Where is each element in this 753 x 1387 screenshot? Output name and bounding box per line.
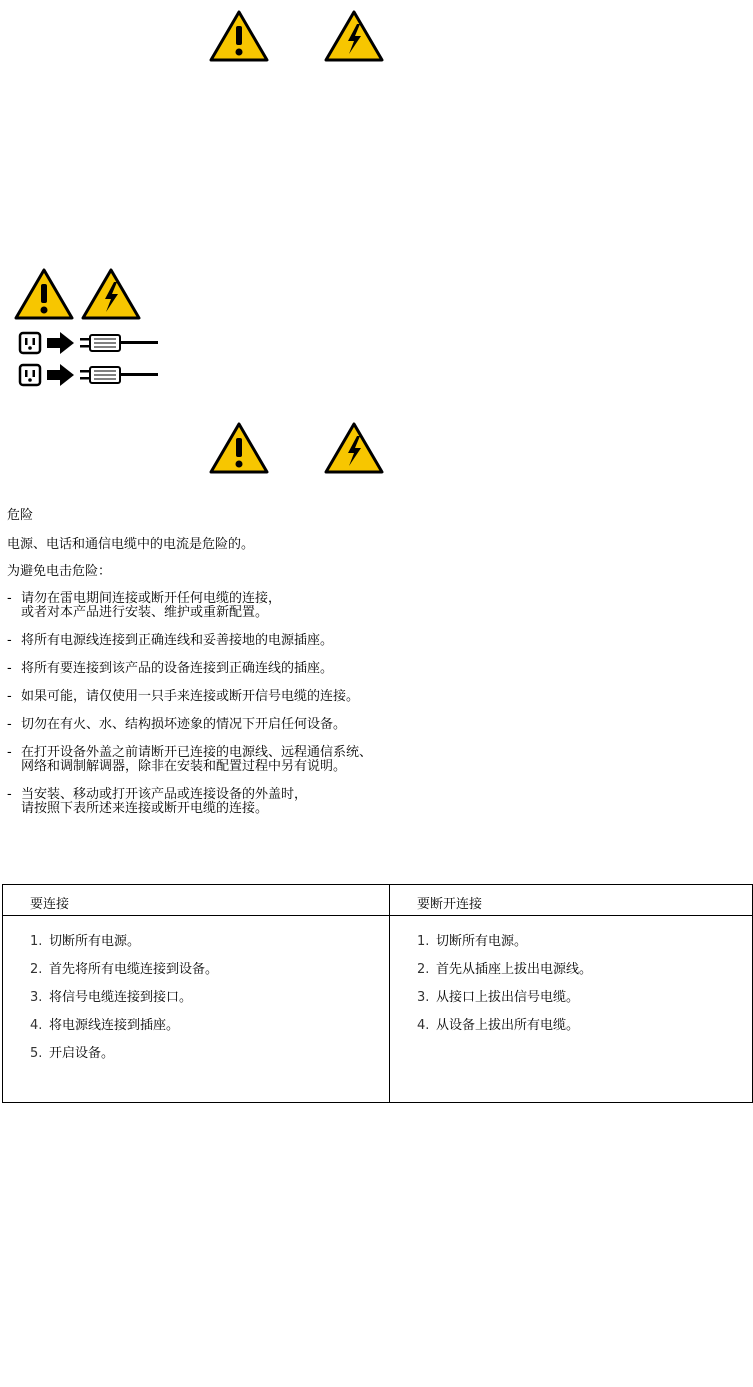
high-voltage-triangle-icon [324, 422, 384, 474]
connect-header: 要连接 [30, 897, 70, 912]
step-item: 1. 切断所有电源。 [30, 934, 141, 949]
unplug-diagram-icon [18, 363, 163, 389]
connect-steps-cell [3, 916, 390, 1103]
caution-triangle-icon [14, 268, 74, 320]
connect-steps-list [3, 916, 389, 1074]
step-item: 3. 将信号电缆连接到接口。 [30, 990, 193, 1005]
power-plug-icon [80, 367, 158, 383]
arrow-right-icon [47, 364, 74, 386]
outlet-icon [20, 333, 40, 353]
arrow-right-icon [47, 332, 74, 354]
step-item: 2. 首先将所有电缆连接到设备。 [30, 962, 219, 977]
caution-triangle-icon [209, 10, 269, 62]
disconnect-header-cell [390, 885, 753, 916]
avoid-title: 为避免电击危险： [7, 564, 112, 579]
step-item: 2. 首先从插座上拔出电源线。 [417, 962, 593, 977]
step-item: 1. 切断所有电源。 [417, 934, 528, 949]
outlet-icon [20, 365, 40, 385]
step-item: 4. 从设备上拔出所有电缆。 [417, 1018, 580, 1033]
step-item: 5. 开启设备。 [30, 1046, 115, 1061]
step-item: 4. 将电源线连接到插座。 [30, 1018, 180, 1033]
disconnect-header: 要断开连接 [417, 897, 483, 912]
power-plug-icon [80, 335, 158, 351]
step-item: 3. 从接口上拔出信号电缆。 [417, 990, 580, 1005]
unplug-diagram-icon [18, 331, 163, 357]
disconnect-steps-cell [390, 916, 753, 1103]
danger-heading: 危险 [7, 508, 34, 523]
intro-text: 电源、电话和通信电缆中的电流是危险的。 [7, 537, 255, 552]
caution-triangle-icon [209, 422, 269, 474]
disconnect-steps-list [390, 916, 752, 1046]
high-voltage-triangle-icon [81, 268, 141, 320]
high-voltage-triangle-icon [324, 10, 384, 62]
connect-header-cell [3, 885, 390, 916]
connection-table [2, 884, 753, 1103]
